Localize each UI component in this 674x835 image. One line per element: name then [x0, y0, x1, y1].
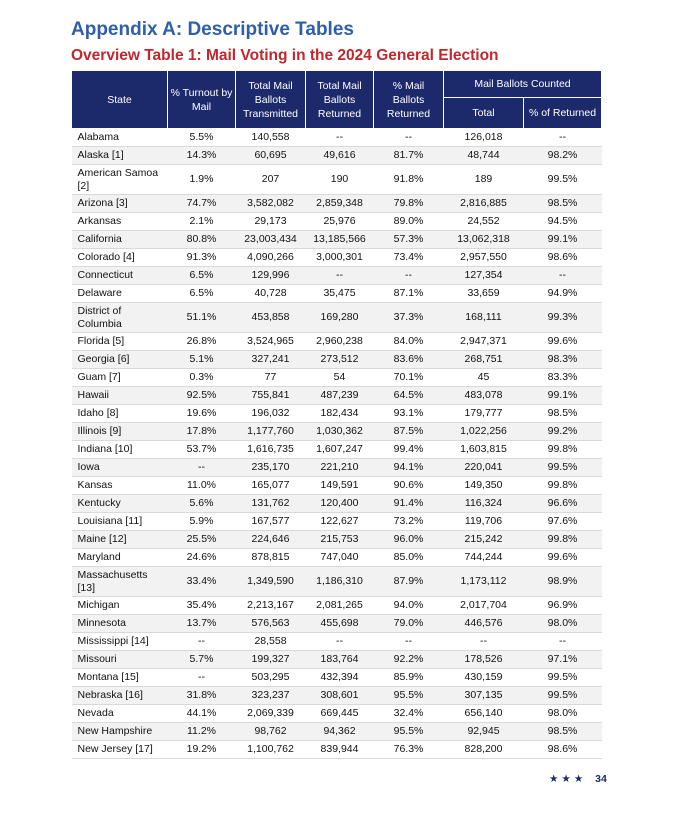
- table-row: [72, 549, 602, 567]
- cell-state: Illinois [9]: [72, 423, 168, 441]
- cell-counted-pct: 99.8%: [524, 531, 602, 549]
- cell-transmitted: 224,646: [236, 531, 306, 549]
- cell-returned: 183,764: [306, 651, 374, 669]
- cell-returned: 169,280: [306, 303, 374, 333]
- cell-state: Minnesota: [72, 615, 168, 633]
- cell-transmitted: 1,616,735: [236, 441, 306, 459]
- table-row: [72, 513, 602, 531]
- cell-transmitted: 167,577: [236, 513, 306, 531]
- cell-transmitted: 165,077: [236, 477, 306, 495]
- cell-state: Hawaii: [72, 387, 168, 405]
- appendix-title: Appendix A: Descriptive Tables: [71, 19, 354, 40]
- table-row: [72, 369, 602, 387]
- cell-state: Arkansas: [72, 213, 168, 231]
- cell-pct-returned: 89.0%: [374, 213, 444, 231]
- cell-turnout: 53.7%: [168, 441, 236, 459]
- cell-state: Missouri: [72, 651, 168, 669]
- cell-returned: 35,475: [306, 285, 374, 303]
- table-row: [72, 147, 602, 165]
- cell-pct-returned: 87.9%: [374, 567, 444, 597]
- cell-returned: 747,040: [306, 549, 374, 567]
- cell-turnout: 5.9%: [168, 513, 236, 531]
- cell-turnout: 6.5%: [168, 267, 236, 285]
- cell-turnout: 14.3%: [168, 147, 236, 165]
- cell-counted-total: 483,078: [444, 387, 524, 405]
- cell-state: District of Columbia: [72, 303, 168, 333]
- cell-turnout: 19.6%: [168, 405, 236, 423]
- table-row: [72, 669, 602, 687]
- cell-pct-returned: 95.5%: [374, 687, 444, 705]
- cell-transmitted: 140,558: [236, 129, 306, 147]
- cell-state: American Samoa [2]: [72, 165, 168, 195]
- cell-pct-returned: 83.6%: [374, 351, 444, 369]
- table-row: [72, 687, 602, 705]
- cell-state: Nebraska [16]: [72, 687, 168, 705]
- cell-state: Indiana [10]: [72, 441, 168, 459]
- table-row: [72, 267, 602, 285]
- cell-counted-pct: 83.3%: [524, 369, 602, 387]
- cell-transmitted: 755,841: [236, 387, 306, 405]
- cell-turnout: 31.8%: [168, 687, 236, 705]
- table-row: [72, 441, 602, 459]
- cell-pct-returned: 37.3%: [374, 303, 444, 333]
- cell-state: Louisiana [11]: [72, 513, 168, 531]
- cell-state: Nevada: [72, 705, 168, 723]
- cell-turnout: 26.8%: [168, 333, 236, 351]
- header-counted-group: Mail Ballots Counted: [444, 71, 602, 98]
- table-row: [72, 303, 602, 333]
- page-number: 34: [595, 773, 607, 785]
- cell-pct-returned: --: [374, 267, 444, 285]
- cell-counted-pct: 98.3%: [524, 351, 602, 369]
- table-row: [72, 405, 602, 423]
- cell-returned: 839,944: [306, 741, 374, 759]
- cell-counted-total: 116,324: [444, 495, 524, 513]
- cell-counted-total: 126,018: [444, 129, 524, 147]
- cell-transmitted: 453,858: [236, 303, 306, 333]
- table-row: [72, 195, 602, 213]
- cell-counted-total: 215,242: [444, 531, 524, 549]
- cell-counted-pct: 99.5%: [524, 669, 602, 687]
- table-row: [72, 165, 602, 195]
- cell-returned: 308,601: [306, 687, 374, 705]
- cell-turnout: --: [168, 459, 236, 477]
- cell-counted-total: 24,552: [444, 213, 524, 231]
- cell-returned: 455,698: [306, 615, 374, 633]
- cell-counted-pct: 99.3%: [524, 303, 602, 333]
- cell-counted-pct: 96.6%: [524, 495, 602, 513]
- table-row: [72, 231, 602, 249]
- cell-returned: 2,081,265: [306, 597, 374, 615]
- table-row: [72, 495, 602, 513]
- cell-transmitted: 207: [236, 165, 306, 195]
- table-row: [72, 705, 602, 723]
- table-row: [72, 459, 602, 477]
- cell-counted-total: 178,526: [444, 651, 524, 669]
- cell-counted-pct: 94.5%: [524, 213, 602, 231]
- cell-pct-returned: 73.4%: [374, 249, 444, 267]
- cell-counted-total: 13,062,318: [444, 231, 524, 249]
- cell-returned: 149,591: [306, 477, 374, 495]
- cell-transmitted: 98,762: [236, 723, 306, 741]
- cell-pct-returned: 87.5%: [374, 423, 444, 441]
- header-counted-total: Total: [444, 98, 524, 129]
- cell-turnout: 1.9%: [168, 165, 236, 195]
- table-row: [72, 651, 602, 669]
- cell-pct-returned: 95.5%: [374, 723, 444, 741]
- table-row: [72, 633, 602, 651]
- cell-turnout: 11.2%: [168, 723, 236, 741]
- header-returned: Total Mail Ballots Returned: [306, 71, 374, 129]
- cell-transmitted: 40,728: [236, 285, 306, 303]
- cell-state: New Hampshire: [72, 723, 168, 741]
- cell-returned: --: [306, 129, 374, 147]
- cell-turnout: 5.5%: [168, 129, 236, 147]
- cell-returned: 2,960,238: [306, 333, 374, 351]
- cell-turnout: 91.3%: [168, 249, 236, 267]
- mail-voting-table: [71, 70, 602, 759]
- table-row: [72, 477, 602, 495]
- cell-state: Florida [5]: [72, 333, 168, 351]
- cell-returned: --: [306, 633, 374, 651]
- header-transmitted: Total Mail Ballots Transmitted: [236, 71, 306, 129]
- cell-transmitted: 1,349,590: [236, 567, 306, 597]
- cell-counted-pct: --: [524, 267, 602, 285]
- cell-turnout: --: [168, 669, 236, 687]
- table-header: [72, 71, 602, 129]
- cell-transmitted: 131,762: [236, 495, 306, 513]
- cell-turnout: 17.8%: [168, 423, 236, 441]
- cell-state: Mississippi [14]: [72, 633, 168, 651]
- cell-returned: 669,445: [306, 705, 374, 723]
- cell-counted-pct: 99.5%: [524, 165, 602, 195]
- cell-transmitted: 23,003,434: [236, 231, 306, 249]
- cell-counted-total: 744,244: [444, 549, 524, 567]
- cell-pct-returned: 99.4%: [374, 441, 444, 459]
- header-turnout: % Turnout by Mail: [168, 71, 236, 129]
- cell-state: Kentucky: [72, 495, 168, 513]
- header-counted-pct: % of Returned: [524, 98, 602, 129]
- cell-transmitted: 29,173: [236, 213, 306, 231]
- cell-pct-returned: 81.7%: [374, 147, 444, 165]
- cell-counted-pct: 99.5%: [524, 687, 602, 705]
- cell-turnout: 2.1%: [168, 213, 236, 231]
- cell-counted-total: 2,957,550: [444, 249, 524, 267]
- cell-turnout: 74.7%: [168, 195, 236, 213]
- table-row: [72, 351, 602, 369]
- cell-counted-pct: 99.1%: [524, 231, 602, 249]
- cell-counted-total: 92,945: [444, 723, 524, 741]
- table-row: [72, 129, 602, 147]
- cell-turnout: 6.5%: [168, 285, 236, 303]
- cell-counted-pct: 94.9%: [524, 285, 602, 303]
- cell-transmitted: 3,524,965: [236, 333, 306, 351]
- cell-counted-total: 1,603,815: [444, 441, 524, 459]
- cell-returned: 13,185,566: [306, 231, 374, 249]
- cell-returned: 2,859,348: [306, 195, 374, 213]
- table-row: [72, 285, 602, 303]
- cell-returned: 3,000,301: [306, 249, 374, 267]
- cell-returned: 94,362: [306, 723, 374, 741]
- cell-transmitted: 28,558: [236, 633, 306, 651]
- cell-turnout: --: [168, 633, 236, 651]
- cell-counted-total: 33,659: [444, 285, 524, 303]
- cell-counted-total: 446,576: [444, 615, 524, 633]
- cell-transmitted: 129,996: [236, 267, 306, 285]
- cell-counted-pct: 99.2%: [524, 423, 602, 441]
- cell-turnout: 24.6%: [168, 549, 236, 567]
- cell-state: California: [72, 231, 168, 249]
- cell-returned: 1,186,310: [306, 567, 374, 597]
- cell-returned: 54: [306, 369, 374, 387]
- cell-returned: 215,753: [306, 531, 374, 549]
- cell-state: Maine [12]: [72, 531, 168, 549]
- cell-state: Kansas: [72, 477, 168, 495]
- cell-state: Connecticut: [72, 267, 168, 285]
- cell-counted-pct: --: [524, 129, 602, 147]
- cell-counted-pct: 98.0%: [524, 705, 602, 723]
- header-pct-returned: % Mail Ballots Returned: [374, 71, 444, 129]
- cell-counted-total: 189: [444, 165, 524, 195]
- cell-counted-total: 828,200: [444, 741, 524, 759]
- cell-state: Idaho [8]: [72, 405, 168, 423]
- cell-returned: 432,394: [306, 669, 374, 687]
- cell-pct-returned: 90.6%: [374, 477, 444, 495]
- cell-counted-pct: 97.1%: [524, 651, 602, 669]
- cell-returned: --: [306, 267, 374, 285]
- cell-state: Colorado [4]: [72, 249, 168, 267]
- cell-pct-returned: 70.1%: [374, 369, 444, 387]
- cell-counted-total: 127,354: [444, 267, 524, 285]
- page-footer: [549, 773, 607, 785]
- cell-transmitted: 503,295: [236, 669, 306, 687]
- cell-pct-returned: 92.2%: [374, 651, 444, 669]
- table-row: [72, 333, 602, 351]
- cell-counted-total: 168,111: [444, 303, 524, 333]
- cell-turnout: 92.5%: [168, 387, 236, 405]
- cell-counted-pct: 99.6%: [524, 333, 602, 351]
- cell-transmitted: 878,815: [236, 549, 306, 567]
- cell-transmitted: 4,090,266: [236, 249, 306, 267]
- cell-pct-returned: 76.3%: [374, 741, 444, 759]
- cell-returned: 1,607,247: [306, 441, 374, 459]
- cell-pct-returned: 73.2%: [374, 513, 444, 531]
- cell-state: Alaska [1]: [72, 147, 168, 165]
- cell-transmitted: 77: [236, 369, 306, 387]
- cell-returned: 273,512: [306, 351, 374, 369]
- cell-turnout: 19.2%: [168, 741, 236, 759]
- cell-counted-pct: 98.0%: [524, 615, 602, 633]
- cell-returned: 221,210: [306, 459, 374, 477]
- cell-counted-total: 2,947,371: [444, 333, 524, 351]
- cell-state: Georgia [6]: [72, 351, 168, 369]
- cell-transmitted: 327,241: [236, 351, 306, 369]
- cell-counted-total: 268,751: [444, 351, 524, 369]
- cell-transmitted: 576,563: [236, 615, 306, 633]
- cell-pct-returned: --: [374, 633, 444, 651]
- cell-counted-pct: 98.9%: [524, 567, 602, 597]
- table-row: [72, 213, 602, 231]
- cell-state: Michigan: [72, 597, 168, 615]
- cell-pct-returned: 91.4%: [374, 495, 444, 513]
- cell-transmitted: 60,695: [236, 147, 306, 165]
- cell-counted-pct: --: [524, 633, 602, 651]
- table-row: [72, 615, 602, 633]
- cell-turnout: 13.7%: [168, 615, 236, 633]
- cell-counted-total: 307,135: [444, 687, 524, 705]
- cell-counted-pct: 98.5%: [524, 723, 602, 741]
- cell-transmitted: 2,069,339: [236, 705, 306, 723]
- cell-counted-total: 48,744: [444, 147, 524, 165]
- cell-state: Arizona [3]: [72, 195, 168, 213]
- cell-turnout: 5.6%: [168, 495, 236, 513]
- cell-counted-pct: 96.9%: [524, 597, 602, 615]
- cell-pct-returned: 32.4%: [374, 705, 444, 723]
- table-row: [72, 741, 602, 759]
- cell-state: Maryland: [72, 549, 168, 567]
- cell-counted-total: 656,140: [444, 705, 524, 723]
- cell-returned: 190: [306, 165, 374, 195]
- cell-state: Alabama: [72, 129, 168, 147]
- cell-transmitted: 196,032: [236, 405, 306, 423]
- cell-transmitted: 3,582,082: [236, 195, 306, 213]
- cell-pct-returned: 57.3%: [374, 231, 444, 249]
- cell-pct-returned: 79.8%: [374, 195, 444, 213]
- cell-pct-returned: 94.0%: [374, 597, 444, 615]
- cell-turnout: 5.7%: [168, 651, 236, 669]
- cell-turnout: 0.3%: [168, 369, 236, 387]
- table-row: [72, 597, 602, 615]
- cell-state: Montana [15]: [72, 669, 168, 687]
- cell-counted-total: 1,022,256: [444, 423, 524, 441]
- cell-returned: 1,030,362: [306, 423, 374, 441]
- table-title: Overview Table 1: Mail Voting in the 2024 General Election: [71, 47, 499, 64]
- cell-pct-returned: 96.0%: [374, 531, 444, 549]
- cell-counted-pct: 98.5%: [524, 195, 602, 213]
- cell-turnout: 35.4%: [168, 597, 236, 615]
- cell-returned: 25,976: [306, 213, 374, 231]
- cell-pct-returned: 85.0%: [374, 549, 444, 567]
- table-row: [72, 531, 602, 549]
- cell-transmitted: 2,213,167: [236, 597, 306, 615]
- cell-counted-total: 1,173,112: [444, 567, 524, 597]
- cell-counted-pct: 99.5%: [524, 459, 602, 477]
- cell-counted-pct: 99.6%: [524, 549, 602, 567]
- cell-counted-pct: 99.8%: [524, 477, 602, 495]
- cell-state: Delaware: [72, 285, 168, 303]
- table-row: [72, 249, 602, 267]
- cell-counted-pct: 98.6%: [524, 249, 602, 267]
- cell-transmitted: 235,170: [236, 459, 306, 477]
- cell-counted-total: 179,777: [444, 405, 524, 423]
- table-body: [72, 129, 602, 759]
- cell-counted-total: 149,350: [444, 477, 524, 495]
- cell-returned: 120,400: [306, 495, 374, 513]
- cell-pct-returned: 85.9%: [374, 669, 444, 687]
- table-row: [72, 567, 602, 597]
- table-row: [72, 423, 602, 441]
- cell-counted-total: 2,017,704: [444, 597, 524, 615]
- cell-counted-pct: 98.6%: [524, 741, 602, 759]
- cell-turnout: 5.1%: [168, 351, 236, 369]
- cell-counted-total: 430,159: [444, 669, 524, 687]
- cell-returned: 49,616: [306, 147, 374, 165]
- cell-state: Guam [7]: [72, 369, 168, 387]
- cell-pct-returned: 79.0%: [374, 615, 444, 633]
- cell-returned: 487,239: [306, 387, 374, 405]
- cell-pct-returned: 93.1%: [374, 405, 444, 423]
- cell-turnout: 51.1%: [168, 303, 236, 333]
- cell-counted-pct: 98.5%: [524, 405, 602, 423]
- cell-state: Massachusetts [13]: [72, 567, 168, 597]
- cell-pct-returned: 91.8%: [374, 165, 444, 195]
- cell-counted-total: 2,816,885: [444, 195, 524, 213]
- table-row: [72, 387, 602, 405]
- cell-counted-pct: 97.6%: [524, 513, 602, 531]
- cell-pct-returned: 87.1%: [374, 285, 444, 303]
- stars-icon: ★★★: [549, 773, 587, 785]
- cell-turnout: 33.4%: [168, 567, 236, 597]
- cell-counted-total: 220,041: [444, 459, 524, 477]
- cell-turnout: 80.8%: [168, 231, 236, 249]
- cell-counted-pct: 99.8%: [524, 441, 602, 459]
- cell-counted-pct: 99.1%: [524, 387, 602, 405]
- cell-pct-returned: 64.5%: [374, 387, 444, 405]
- cell-state: New Jersey [17]: [72, 741, 168, 759]
- cell-transmitted: 1,100,762: [236, 741, 306, 759]
- cell-counted-pct: 98.2%: [524, 147, 602, 165]
- cell-turnout: 44.1%: [168, 705, 236, 723]
- cell-transmitted: 323,237: [236, 687, 306, 705]
- cell-counted-total: 119,706: [444, 513, 524, 531]
- cell-transmitted: 1,177,760: [236, 423, 306, 441]
- cell-counted-total: --: [444, 633, 524, 651]
- cell-state: Iowa: [72, 459, 168, 477]
- cell-pct-returned: 94.1%: [374, 459, 444, 477]
- cell-pct-returned: 84.0%: [374, 333, 444, 351]
- cell-turnout: 11.0%: [168, 477, 236, 495]
- header-state: State: [72, 71, 168, 129]
- cell-turnout: 25.5%: [168, 531, 236, 549]
- table-row: [72, 723, 602, 741]
- cell-counted-total: 45: [444, 369, 524, 387]
- cell-returned: 182,434: [306, 405, 374, 423]
- cell-transmitted: 199,327: [236, 651, 306, 669]
- cell-pct-returned: --: [374, 129, 444, 147]
- cell-returned: 122,627: [306, 513, 374, 531]
